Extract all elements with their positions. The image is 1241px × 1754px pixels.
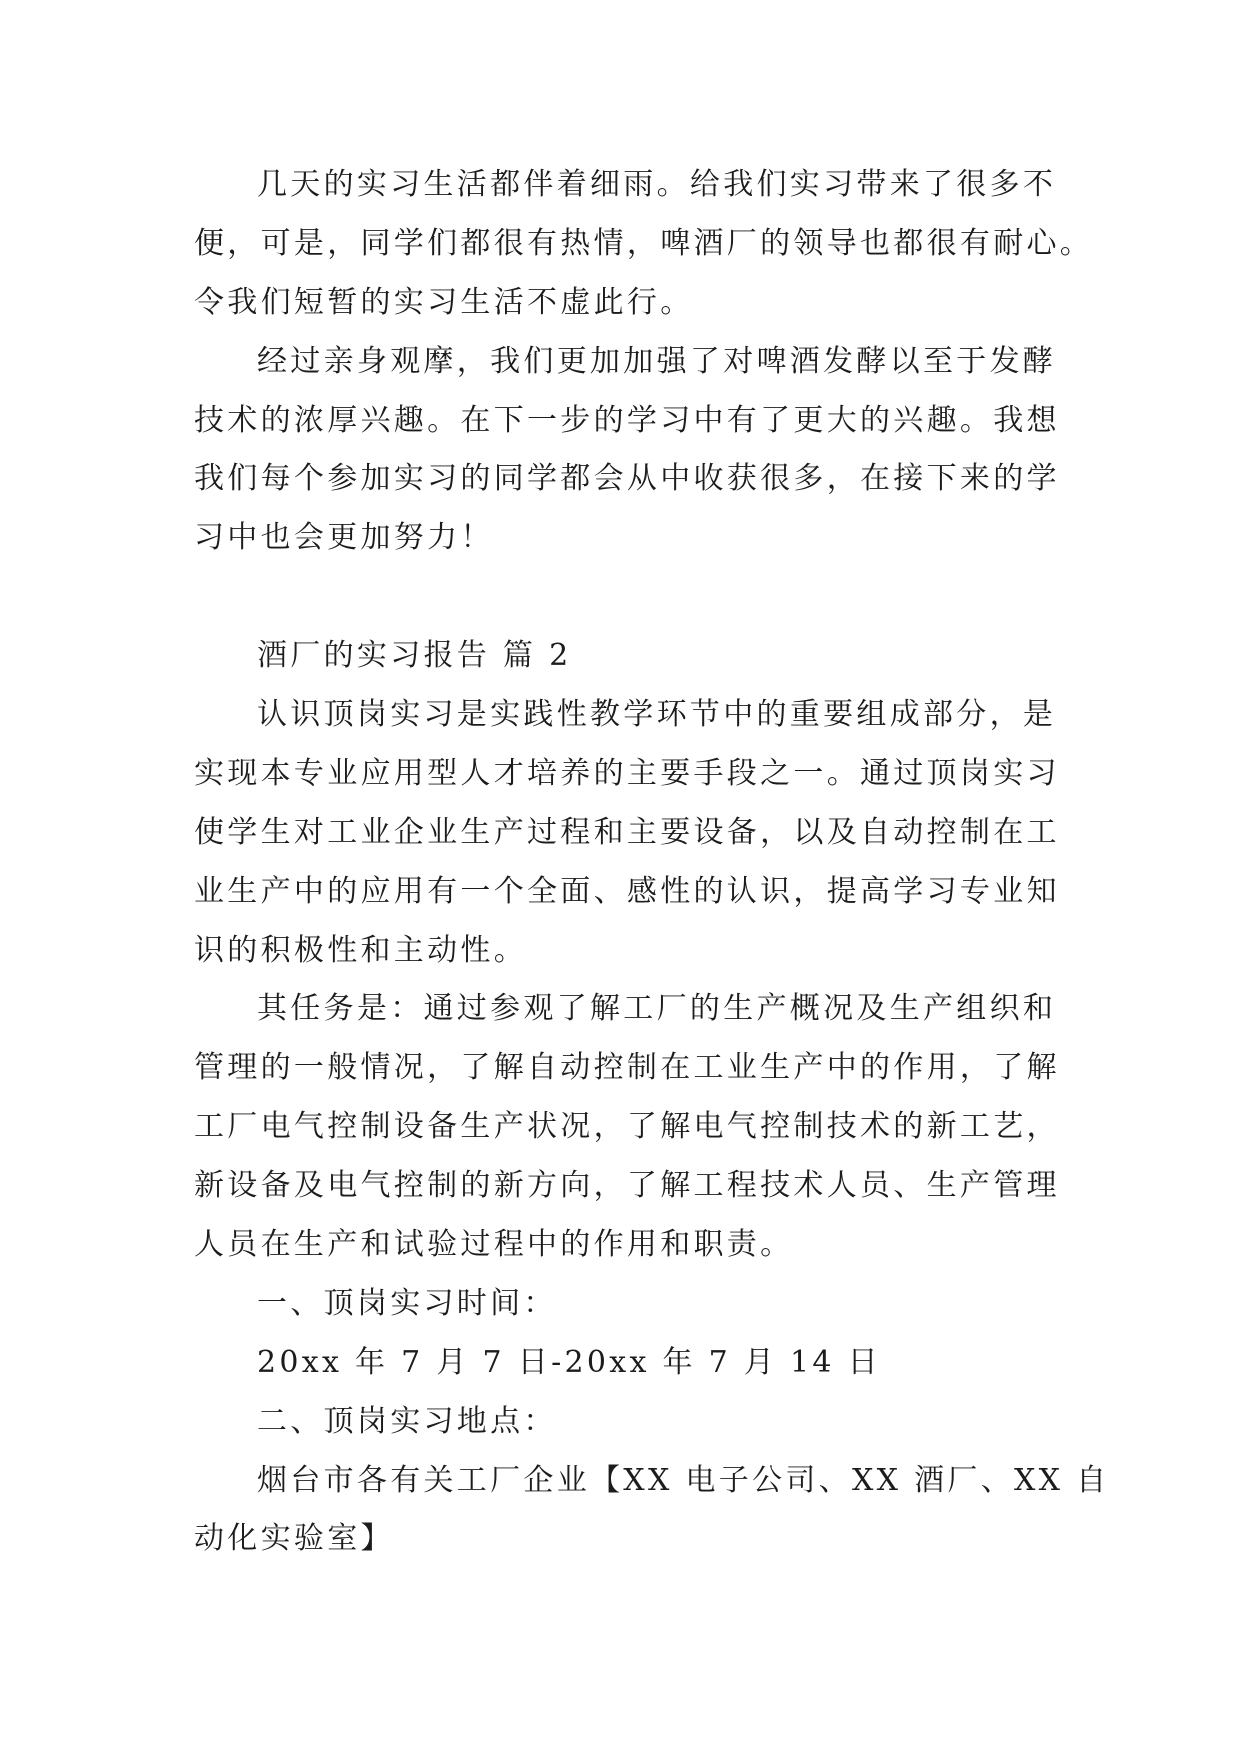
section-heading: 酒厂的实习报告 篇 2 (257, 638, 572, 674)
paragraph-line: 经过亲身观摩，我们更加加强了对啤酒发酵以至于发酵 (257, 343, 1057, 379)
paragraph-line: 识的积极性和主动性。 (194, 932, 527, 968)
document-body (194, 156, 1110, 1569)
paragraph-line: 其任务是：通过参观了解工厂的生产概况及生产组织和 (257, 991, 1057, 1027)
paragraph (194, 156, 1094, 333)
internship-time-label: 一、顶岗实习时间： (257, 1285, 557, 1321)
paragraph-line: 认识顶岗实习是实践性教学环节中的重要组成部分，是 (257, 697, 1057, 733)
paragraph-line: 我们每个参加实习的同学都会从中收获很多，在接下来的学 (194, 461, 1060, 497)
paragraph-line: 实现本专业应用型人才培养的主要手段之一。通过顶岗实习 (194, 755, 1060, 791)
paragraph (194, 686, 1094, 980)
paragraph-line: 工厂电气控制设备生产状况，了解电气控制技术的新工艺， (194, 1109, 1060, 1145)
paragraph-line: 业生产中的应用有一个全面、感性的认识，提高学习专业知 (194, 873, 1060, 909)
paragraph-line: 新设备及电气控制的新方向，了解工程技术人员、生产管理 (194, 1168, 1060, 1204)
paragraph-line: 几天的实习生活都伴着细雨。给我们实习带来了很多不 (257, 167, 1057, 202)
paragraph-line: 习中也会更加努力！ (194, 520, 494, 556)
paragraph-line: 动化实验室】 (194, 1521, 394, 1557)
paragraph (194, 333, 1094, 569)
paragraph-line: 烟台市各有关工厂企业【XX 电子公司、XX 酒厂、XX 自 (257, 1462, 1110, 1498)
internship-location-value (194, 1452, 1110, 1570)
paragraph-line: 技术的浓厚兴趣。在下一步的学习中有了更大的兴趣。我想 (194, 402, 1060, 438)
paragraph-line: 令我们短暂的实习生活不虚此行。 (194, 284, 694, 320)
paragraph (194, 980, 1094, 1274)
internship-time-value: 20xx 年 7 月 7 日-20xx 年 7 月 14 日 (257, 1344, 881, 1380)
paragraph-line: 管理的一般情况，了解自动控制在工业生产中的作用，了解 (194, 1050, 1060, 1086)
internship-location-label: 二、顶岗实习地点： (257, 1403, 557, 1439)
paragraph-line: 便，可是，同学们都很有热情，啤酒厂的领导也都很有耐心。 (194, 225, 1094, 261)
paragraph-line: 使学生对工业企业生产过程和主要设备，以及自动控制在工 (194, 814, 1060, 850)
blank-line (194, 568, 1094, 627)
paragraph-line: 人员在生产和试验过程中的作用和职责。 (194, 1227, 794, 1263)
